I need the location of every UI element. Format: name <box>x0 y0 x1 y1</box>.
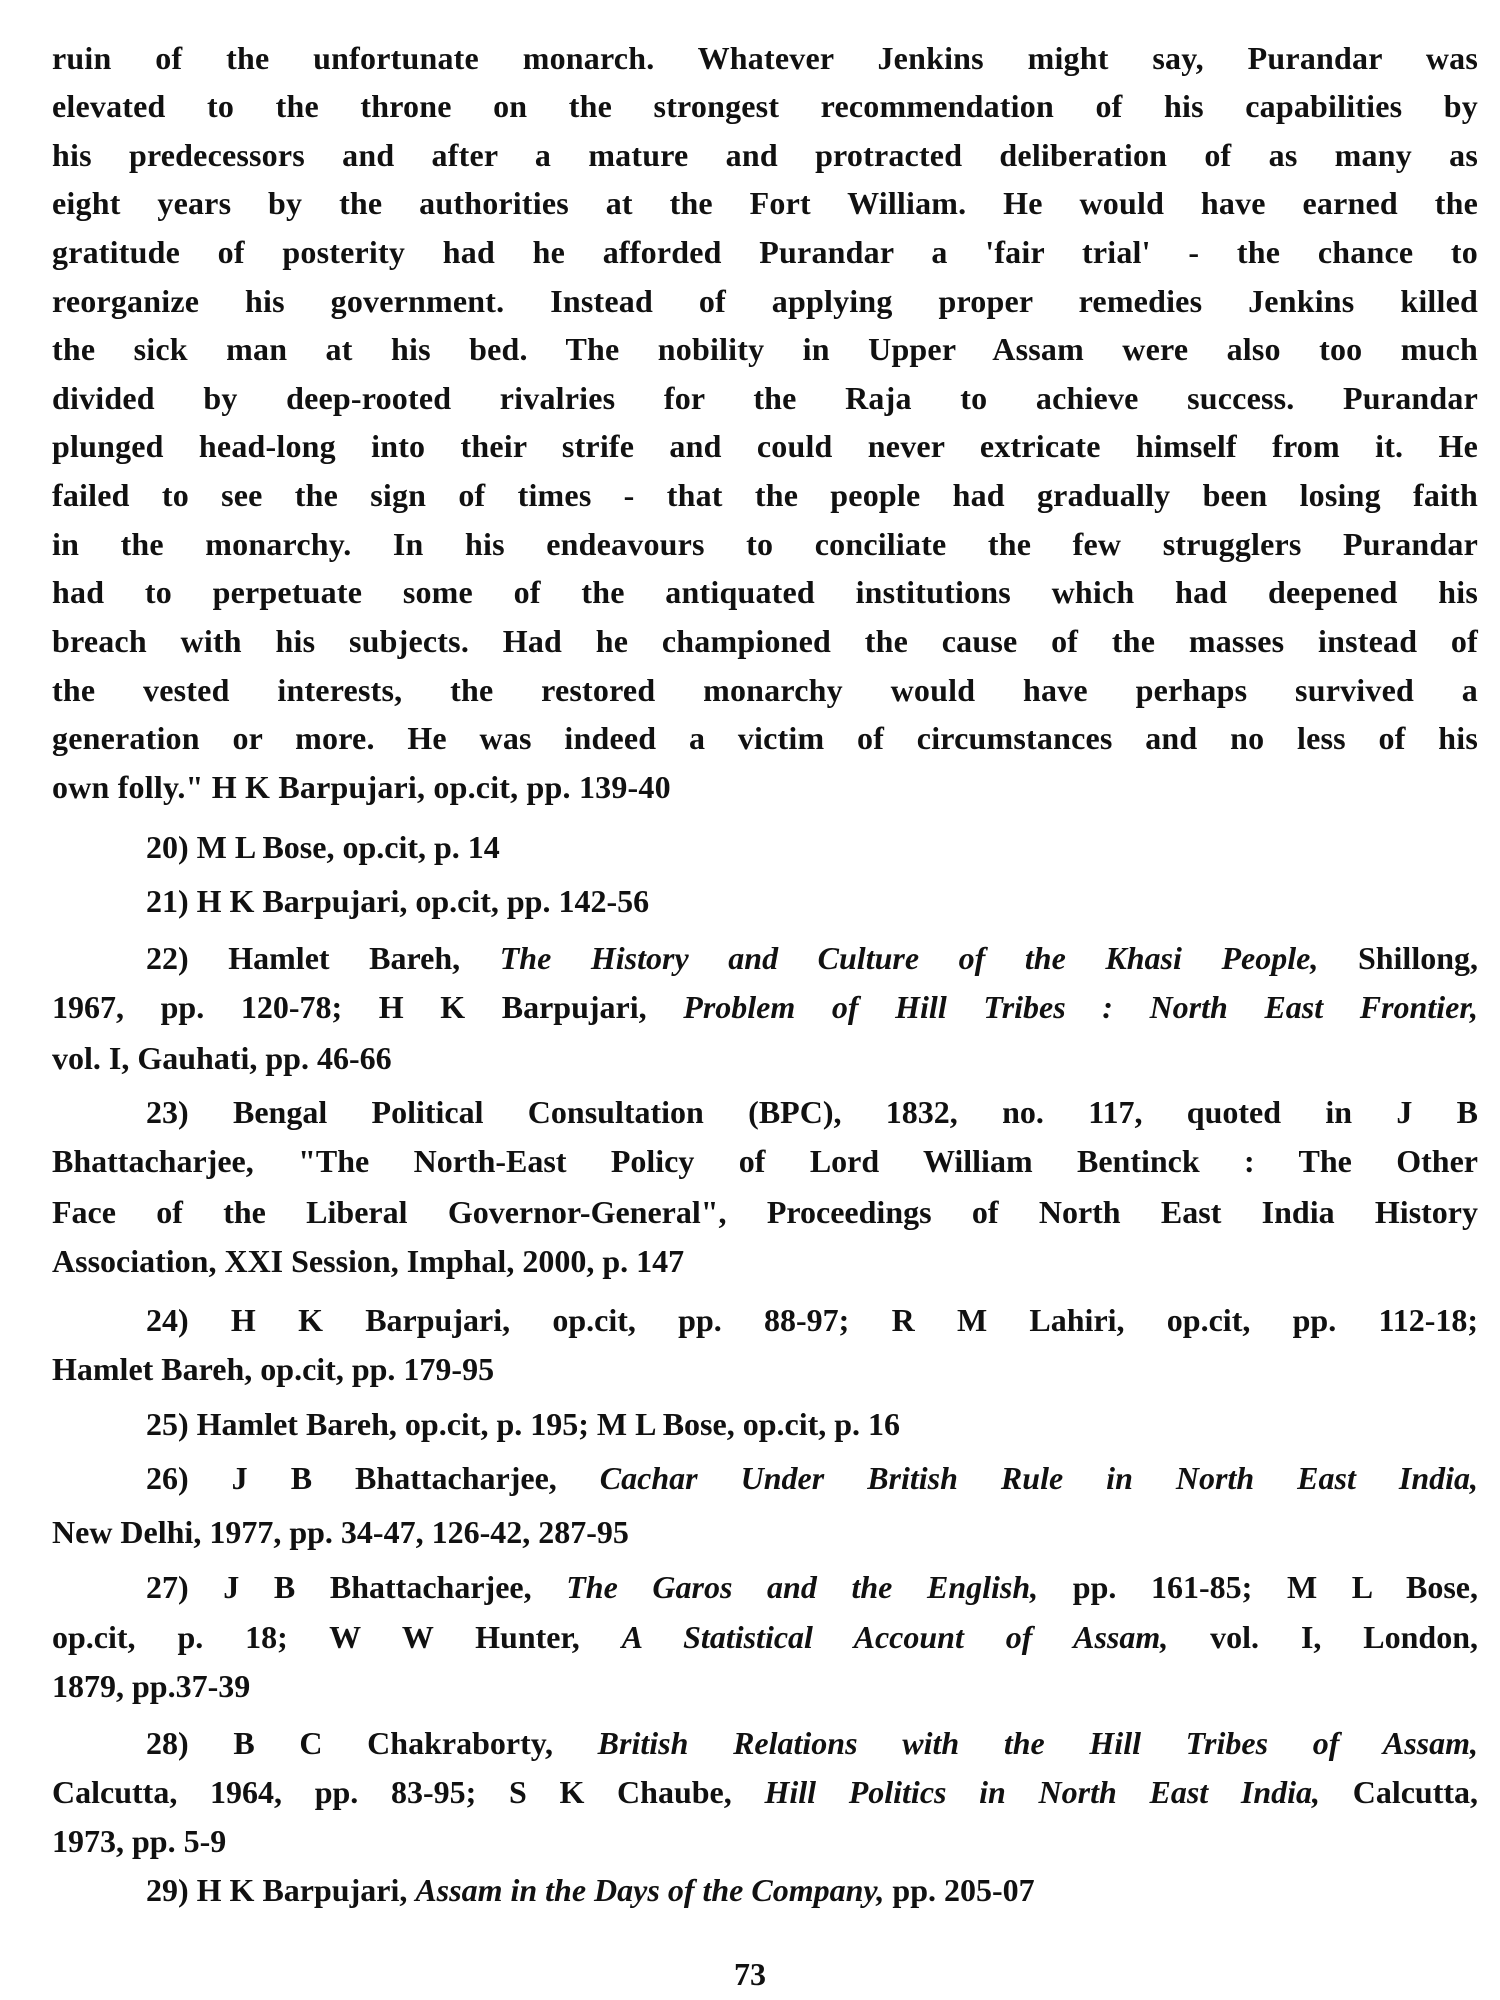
text-segment: Shillong, <box>1318 940 1479 976</box>
footnote-line <box>52 1770 1478 1814</box>
text-segment: 1879, pp.37-39 <box>52 1668 251 1704</box>
text-segment: vol. I, London, <box>1168 1619 1479 1655</box>
text-segment: 21) H K Barpujari, op.cit, pp. 142-56 <box>146 883 650 919</box>
footnote-line <box>146 1298 1478 1342</box>
footnote-line <box>146 1090 1478 1134</box>
text-segment: generation or more. He was indeed a victim of circumstances and no less of his <box>52 720 1478 756</box>
text-segment: in the monarchy. In his endeavours to conciliate the few strugglers Purandar <box>52 526 1478 562</box>
quote-text-line <box>52 84 1478 128</box>
text-segment: op.cit, p. 18; W W Hunter, <box>52 1619 622 1655</box>
quote-text-line <box>52 716 1478 760</box>
text-segment: 1973, pp. 5-9 <box>52 1823 227 1859</box>
italic-title: Hill Politics in North East India, <box>764 1774 1321 1810</box>
italic-title: Cachar Under British Rule in North East India, <box>599 1460 1479 1496</box>
text-segment: Calcutta, 1964, pp. 83-95; S K Chaube, <box>52 1774 765 1810</box>
italic-title: A Statistical Account of Assam, <box>621 1619 1169 1655</box>
page-number: 73 <box>734 1956 766 1992</box>
italic-title: The Garos and the English, <box>566 1569 1039 1605</box>
text-segment: vol. I, Gauhati, pp. 46-66 <box>52 1040 392 1076</box>
footnote-line <box>52 1190 1478 1234</box>
quote-text-line <box>52 424 1478 468</box>
text-segment: elevated to the throne on the strongest recommendation of his capabilities by <box>52 88 1478 124</box>
text-segment: 24) H K Barpujari, op.cit, pp. 88-97; R M Lahiri, op.cit, pp. 112-18; <box>146 1302 1478 1338</box>
quote-text-line <box>52 279 1478 323</box>
footnote-line <box>146 879 1478 923</box>
text-segment: 25) Hamlet Bareh, op.cit, p. 195; M L Bose, op.cit, p. 16 <box>146 1406 901 1442</box>
text-segment: 29) H K Barpujari, <box>146 1872 416 1908</box>
footnote-line <box>52 1510 1478 1554</box>
text-segment: the sick man at his bed. The nobility in Upper Assam were also too much <box>52 331 1478 367</box>
text-segment: breach with his subjects. Had he championed the cause of the masses instead of <box>52 623 1478 659</box>
text-segment: 27) J B Bhattacharjee, <box>146 1569 567 1605</box>
text-segment: divided by deep-rooted rivalries for the Raja to achieve success. Purandar <box>52 380 1478 416</box>
text-segment: New Delhi, 1977, pp. 34-47, 126-42, 287-95 <box>52 1514 629 1550</box>
quote-text-line <box>52 327 1478 371</box>
italic-title: British Relations with the Hill Tribes of Assam, <box>597 1725 1478 1761</box>
text-segment: 23) Bengal Political Consultation (BPC), 1832, no. 117, quoted in J B <box>146 1094 1478 1130</box>
quote-text-line <box>52 619 1478 663</box>
text-segment: 20) M L Bose, op.cit, p. 14 <box>146 829 500 865</box>
italic-title: Assam in the Days of the Company, <box>415 1872 885 1908</box>
footnote-line <box>52 985 1478 1029</box>
quote-text-line <box>52 376 1478 420</box>
text-segment: plunged head-long into their strife and could never extricate himself from it. He <box>52 428 1478 464</box>
text-segment: failed to see the sign of times - that the people had gradually been losing faith <box>52 477 1478 513</box>
text-segment: reorganize his government. Instead of applying proper remedies Jenkins killed <box>52 283 1478 319</box>
quote-text-line <box>52 765 1478 809</box>
footnote-line <box>146 1402 1478 1446</box>
quote-text-line <box>52 230 1478 274</box>
text-segment: 1967, pp. 120-78; H K Barpujari, <box>52 989 684 1025</box>
quote-text-line <box>52 133 1478 177</box>
text-segment: gratitude of posterity had he afforded Purandar a 'fair trial' - the chance to <box>52 234 1478 270</box>
quote-text-line <box>52 36 1478 80</box>
text-segment: Hamlet Bareh, op.cit, pp. 179-95 <box>52 1351 495 1387</box>
text-segment: Bhattacharjee, "The North-East Policy of Lord William Bentinck : The Other <box>52 1143 1478 1179</box>
footnote-line <box>146 1565 1478 1609</box>
text-segment: own folly." H K Barpujari, op.cit, pp. 139-40 <box>52 769 671 805</box>
quote-text-line <box>52 668 1478 712</box>
text-segment: the vested interests, the restored monarchy would have perhaps survived a <box>52 672 1478 708</box>
footnote-line <box>146 1721 1478 1765</box>
footnote-line <box>52 1664 1478 1708</box>
footnote-line <box>146 825 1478 869</box>
quote-text-line <box>52 473 1478 517</box>
footnote-line <box>52 1139 1478 1183</box>
italic-title: Problem of Hill Tribes : North East Frontier, <box>683 989 1479 1025</box>
italic-title: The History and Culture of the Khasi People, <box>499 940 1319 976</box>
text-segment: Association, XXI Session, Imphal, 2000, p. 147 <box>52 1243 685 1279</box>
footnote-line <box>146 1456 1478 1500</box>
text-segment: eight years by the authorities at the Fort William. He would have earned the <box>52 185 1478 221</box>
text-segment: pp. 205-07 <box>884 1872 1035 1908</box>
quote-text-line <box>52 522 1478 566</box>
quote-text-line <box>52 570 1478 614</box>
text-segment: had to perpetuate some of the antiquated institutions which had deepened his <box>52 574 1478 610</box>
footnote-line <box>52 1239 1478 1283</box>
quote-text-line <box>52 181 1478 225</box>
footnote-line <box>52 1036 1478 1080</box>
text-segment: 22) Hamlet Bareh, <box>146 940 500 976</box>
text-segment: pp. 161-85; M L Bose, <box>1038 1569 1479 1605</box>
text-segment: Face of the Liberal Governor-General", Proceedings of North East India History <box>52 1194 1478 1230</box>
footnote-line <box>146 1868 1478 1912</box>
text-segment: 28) B C Chakraborty, <box>146 1725 598 1761</box>
footnote-line <box>52 1347 1478 1391</box>
text-segment: 26) J B Bhattacharjee, <box>146 1460 600 1496</box>
text-segment: Calcutta, <box>1320 1774 1479 1810</box>
footnote-line <box>146 936 1478 980</box>
footnote-line <box>52 1615 1478 1659</box>
footnote-line <box>52 1819 1478 1863</box>
text-segment: his predecessors and after a mature and protracted deliberation of as many as <box>52 137 1478 173</box>
text-segment: ruin of the unfortunate monarch. Whatever Jenkins might say, Purandar was <box>52 40 1478 76</box>
